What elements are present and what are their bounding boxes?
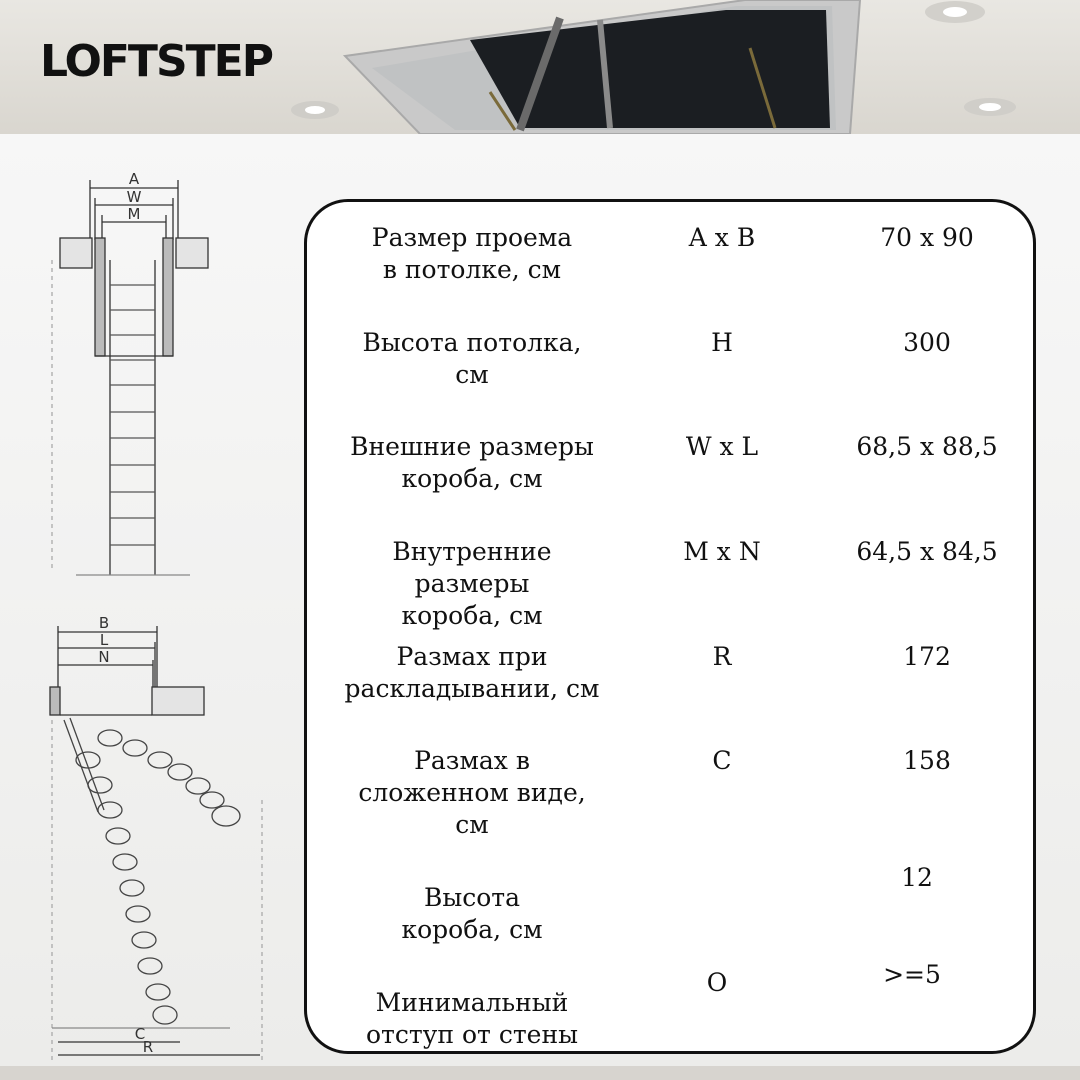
spec-table-card [304, 199, 1036, 1054]
spec-value: 64,5 x 84,5 [856, 537, 998, 566]
dim-label-b: B [98, 614, 110, 632]
spec-symbol: O [706, 968, 728, 997]
spec-symbol: C [712, 746, 732, 775]
dim-label-r: R [142, 1038, 154, 1056]
spec-value: 12 [901, 863, 933, 892]
ladder-technical-drawing [40, 160, 275, 1070]
spec-symbol: H [711, 328, 733, 357]
spec-value: >=5 [883, 960, 941, 989]
spec-param: Внутренние размеры короба, см [392, 537, 552, 630]
spec-symbol: M x N [683, 537, 761, 566]
dim-label-l: L [99, 631, 109, 649]
brand-logo: LOFTSTEP [40, 36, 272, 87]
spec-symbol: R [712, 642, 732, 671]
spec-param: Размер проема в потолке, см [371, 223, 573, 284]
dim-label-a: A [128, 170, 140, 188]
spec-param: Размах в сложенном виде, см [358, 746, 586, 839]
dim-label-n: N [98, 648, 110, 666]
spec-param: Высота короба, см [401, 883, 543, 944]
spec-param: Внешние размеры короба, см [350, 432, 594, 493]
spec-param: Минимальный отступ от стены [365, 988, 579, 1049]
spec-value: 172 [903, 642, 951, 671]
spec-value: 158 [903, 746, 951, 775]
dim-label-m: M [127, 205, 141, 223]
dim-label-w: W [126, 188, 142, 206]
spec-value: 68,5 x 88,5 [856, 432, 998, 461]
spec-param: Высота потолка, см [362, 328, 582, 389]
spec-value: 300 [903, 328, 951, 357]
dim-label-c: C [134, 1025, 146, 1043]
bottom-photo-strip [0, 1066, 1080, 1080]
spec-symbol: W x L [685, 432, 759, 461]
spec-symbol: A x B [688, 223, 756, 252]
spec-param: Размах при раскладывании, см [344, 642, 600, 703]
spec-value: 70 x 90 [880, 223, 974, 252]
hero-photo [0, 0, 1080, 134]
